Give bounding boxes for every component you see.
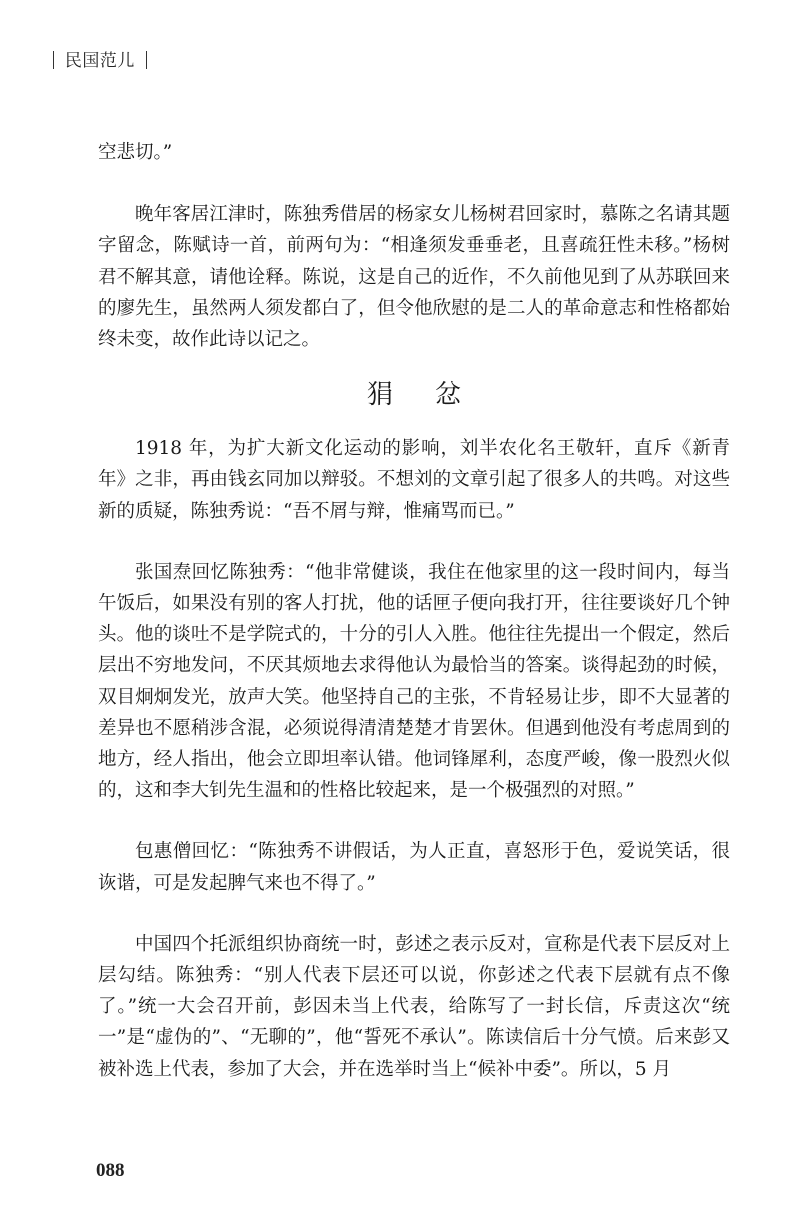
paragraph-bao-huiseng: 包惠僧回忆：“陈独秀不讲假话，为人正直，喜怒形于色，爱说笑话，很诙谐，可是发起脾气来也不得了。” xyxy=(98,841,730,894)
paragraph-continuation: 空悲切。” xyxy=(98,142,173,163)
paragraph-1918: 1918 年，为扩大新文化运动的影响，刘半农化名王敬轩，直斥《新青年》之非，再由钱玄同加以辩驳。不想刘的文章引起了很多人的共鸣。对这些新的质疑，陈独秀说：“吾不屑与辩，惟痛骂而已。” xyxy=(98,438,730,522)
section-title: 狷忿 xyxy=(366,380,503,411)
paragraph-trotskyist: 中国四个托派组织协商统一时，彭述之表示反对，宣称是代表下层反对上层勾结。陈独秀：“别人代表下层还可以说，你彭述之代表下层就有点不像了。”统一大会召开前，彭因未当上代表，给陈写了一封长信，斥责这次“统一”是“虚伪的”、“无聊的”，他“誓死不承认”。陈读信后十分气愤。后来彭又被补选上代表，参加了大会，并在选举时当上“候补中委”。所以，5 月 xyxy=(98,933,730,1080)
running-title: 民国范儿 xyxy=(64,51,135,71)
header-divider-right xyxy=(146,51,147,69)
paragraph-zhang-guotao: 张国焘回忆陈独秀：“他非常健谈，我住在他家里的这一段时间内，每当午饭后，如果没有别的客人打扰，他的话匣子便向我打开，往往要谈好几个钟头。他的谈吐不是学院式的，十分的引人入胜。他往往先提出一个假定，然后层出不穷地发问，不厌其烦地去求得他认为最恰当的答案。谈得起劲的时候，双目炯炯发光，放声大笑。他坚持自己的主张，不肯轻易让步，即不大显著的差异也不愿稍涉含混，必须说得清清楚楚才肯罢休。但遇到他没有考虑周到的地方，经人指出，他会立即坦率认错。他词锋犀利，态度严峻，像一股烈火似的，这和李大钊先生温和的性格比较起来，是一个极强烈的对照。” xyxy=(98,561,730,802)
page-number: 088 xyxy=(96,1160,125,1181)
paragraph-jiangjin: 晚年客居江津时，陈独秀借居的杨家女儿杨树君回家时，慕陈之名请其题字留念，陈赋诗一首，前两句为：“相逢须发垂垂老，且喜疏狂性未移。”杨树君不解其意，请他诠释。陈说，这是自己的近作，不久前他见到了从苏联回来的廖先生，虽然两人须发都白了，但令他欣慰的是二人的革命意志和性格都始终未变，故作此诗以记之。 xyxy=(98,204,730,351)
header-divider-left xyxy=(53,51,54,69)
page-body xyxy=(98,137,730,1085)
running-header xyxy=(48,46,152,71)
